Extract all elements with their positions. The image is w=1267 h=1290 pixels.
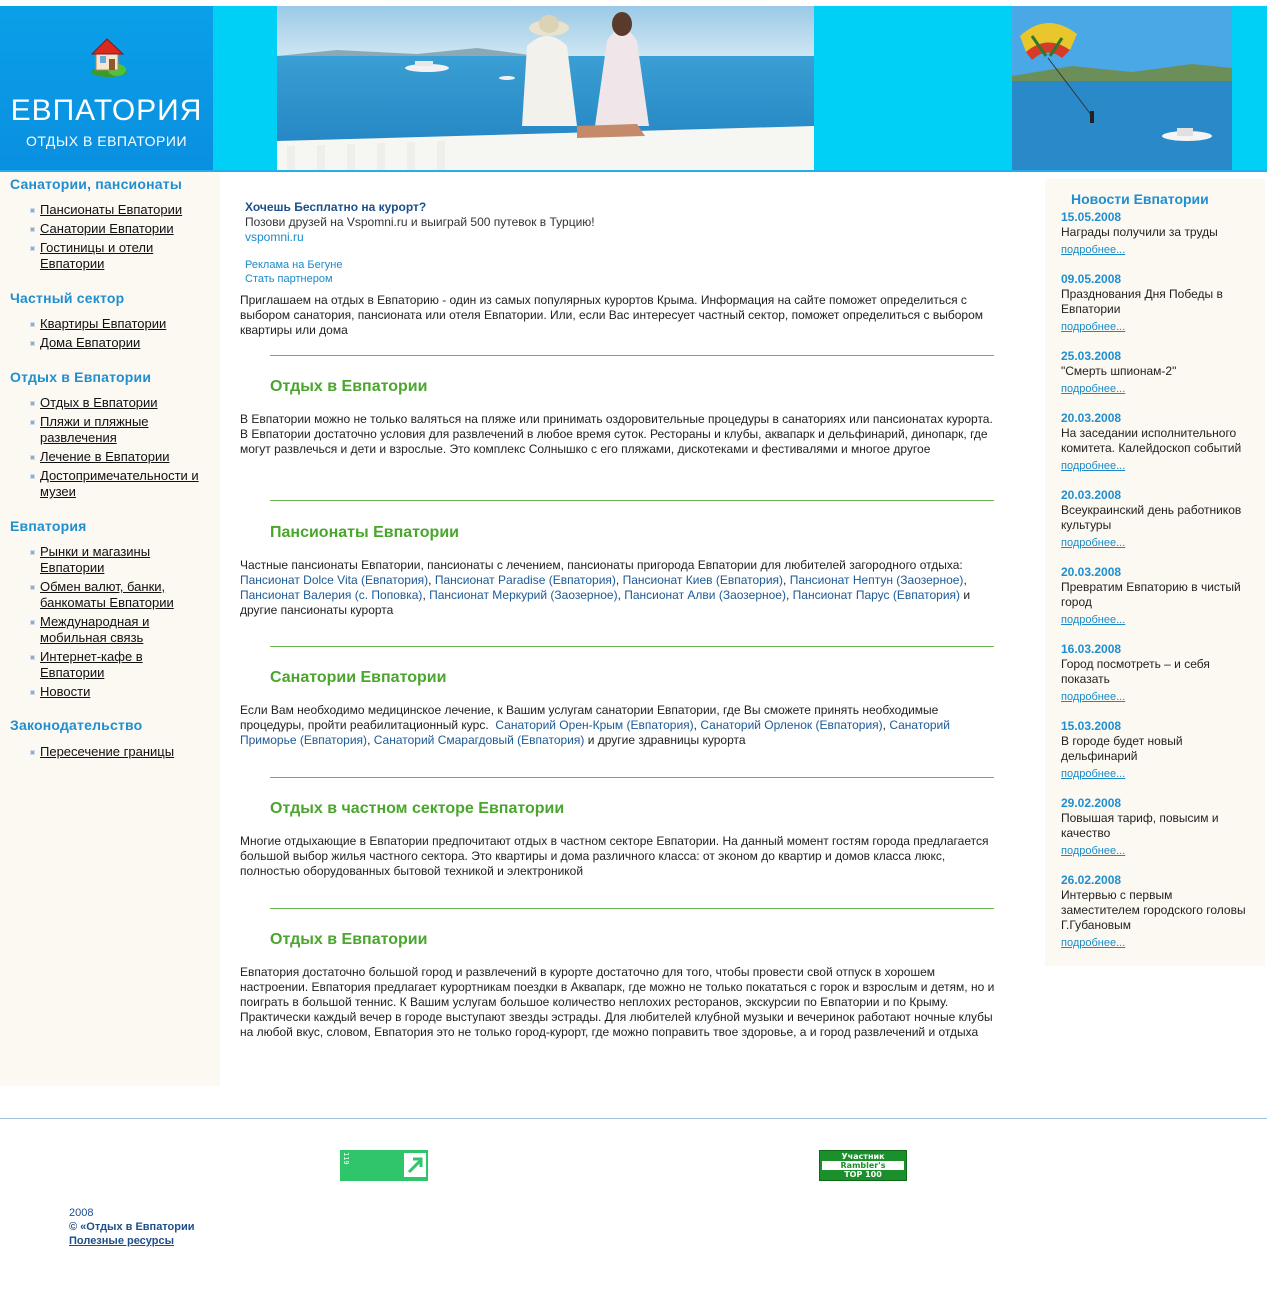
sidebar-item[interactable]: [30, 221, 200, 237]
news-item: [1061, 873, 1251, 951]
news-text: "Смерть шпионам-2": [1061, 364, 1177, 378]
news-more-link[interactable]: подробнее...: [1061, 937, 1126, 949]
sidebar-item[interactable]: [30, 335, 200, 351]
sidebar-item[interactable]: [30, 395, 200, 411]
liveinternet-counter[interactable]: [340, 1150, 428, 1181]
sidebar-heading-city[interactable]: Евпатория: [10, 518, 87, 534]
logo-subtitle: ОТДЫХ В ЕВПАТОРИИ: [25, 133, 188, 149]
sidebar-link[interactable]: Пересечение границы: [40, 744, 175, 759]
sidebar-item[interactable]: [30, 468, 200, 500]
section-title: Отдых в частном секторе Евпатории: [270, 800, 565, 817]
pension-link[interactable]: Пансионат Парус (Евпатория): [792, 588, 961, 602]
pension-link[interactable]: Пансионат Нептун (Заозерное): [789, 573, 964, 587]
news-date: 20.03.2008: [1061, 411, 1122, 425]
pension-link[interactable]: Пансионат Алви (Заозерное): [624, 588, 786, 602]
news-date: 29.02.2008: [1061, 796, 1122, 810]
rambler-line2: Rambler's: [822, 1161, 904, 1170]
section-text-tail: и другие здравницы курорта: [587, 733, 746, 747]
site-header: [0, 6, 1267, 172]
section-text: Если Вам необходимо медицинское лечение, к Вашим услугам санатории Евпатории, где Вы сможете принять необходимые процедуры, пройти реабилитационный курс. Санаторий Орен-Крым (Евпатория), Санаторий Орленок (Евпатория), Санаторий Приморье (Евпатория), Санаторий Смарагдовый (Евпатория) и другие здравницы курорта: [240, 703, 950, 747]
news-text: Награды получили за труды: [1061, 225, 1218, 239]
news-item: [1061, 796, 1251, 859]
news-date: 15.05.2008: [1061, 210, 1122, 224]
news-date: 16.03.2008: [1061, 642, 1122, 656]
sidebar-list-law: [30, 744, 200, 763]
ad-title[interactable]: Хочешь Бесплатно на курорт?: [245, 200, 427, 214]
sidebar-heading-private[interactable]: Частный сектор: [10, 290, 125, 306]
section-text: Частные пансионаты Евпатории, пансионаты с лечением, пансионаты пригорода Евпатории для любителей загородного отдыха: Пансионат Dolce Vita (Евпатория), Пансионат Paradise (Евпатория), Пансионат Киев (Евпатория), Пансионат Нептун (Заозерное), Пансионат Валерия (с. Поповка), Пансионат Меркурий (Заозерное), Пансионат Алви (Заозерное), Пансионат Парус (Евпатория) и другие пансионаты курорта: [240, 558, 971, 617]
pension-link[interactable]: Пансионат Paradise (Евпатория): [434, 573, 616, 587]
sidebar-list-city: [30, 544, 200, 703]
section-divider: [270, 908, 994, 909]
news-more-link[interactable]: подробнее...: [1061, 537, 1126, 549]
sidebar-link[interactable]: Санатории Евпатории: [40, 221, 174, 236]
news-date: 26.02.2008: [1061, 873, 1122, 887]
news-text: Повышая тариф, повысим и качество: [1061, 811, 1219, 840]
sidebar-item[interactable]: [30, 649, 200, 681]
news-text: На заседании исполнительного комитета. Калейдоскоп событий: [1061, 426, 1242, 455]
sidebar-menu: [0, 172, 220, 1086]
sidebar-link[interactable]: Пляжи и пляжные развлечения: [40, 414, 149, 445]
pension-link[interactable]: Пансионат Dolce Vita (Евпатория): [240, 573, 429, 587]
sidebar-link[interactable]: Обмен валют, банки, банкоматы Евпатории: [40, 579, 174, 610]
sidebar-link[interactable]: Квартиры Евпатории: [40, 316, 167, 331]
sidebar-item[interactable]: [30, 544, 200, 576]
sanatorium-link[interactable]: Санаторий Орленок (Евпатория): [700, 718, 883, 732]
pension-link[interactable]: Пансионат Меркурий (Заозерное): [429, 588, 618, 602]
news-date: 20.03.2008: [1061, 488, 1122, 502]
news-item: [1061, 488, 1251, 551]
section-divider: [270, 777, 994, 778]
footer-resources-link[interactable]: Полезные ресурсы: [69, 1235, 175, 1247]
news-item: [1061, 210, 1251, 258]
news-text: Всеукраинский день работников культуры: [1061, 503, 1242, 532]
sidebar-link[interactable]: Рынки и магазины Евпатории: [40, 544, 151, 575]
sidebar-link[interactable]: Международная и мобильная связь: [40, 614, 150, 645]
sidebar-item[interactable]: [30, 202, 200, 218]
sanatorium-link[interactable]: Санаторий Орен-Крым (Евпатория): [495, 718, 694, 732]
section-divider: [270, 646, 994, 647]
footer-copyright: © «Отдых в Евпатории: [69, 1221, 195, 1233]
section-title: Санатории Евпатории: [270, 669, 447, 686]
section-divider: [270, 355, 994, 356]
sidebar-list-sanatoriums: [30, 202, 200, 275]
news-heading[interactable]: Новости Евпатории: [1071, 191, 1209, 207]
arrow-icon: [404, 1153, 426, 1177]
ad-text: Позови друзей на Vspomni.ru и выиграй 500 путевок в Турцию!: [245, 215, 595, 229]
section-text: Евпатория достаточно большой город и развлечений в курорте достаточно для того, чтобы провести свой отпуск в хорошем настроении. Евпатория предлагает курортникам поездки в Аквапарк, где можно не только покататься с горок и взрослым и детям, но и поиграть в большой теннис. К Вашим услугам большое количество неплохих ресторанов, экскурсии по Евпатории и по Крыму. Практически каждый вечер в городе выступают звезды эстрады. Для любителей клубной музыки и вечеринок работают ночные клубы на любой вкус, словом, Евпатория это не только город-курорт, где можно поправить твое здоровье, а и город развлечений и отдыха: [240, 965, 995, 1039]
sidebar-list-rest: [30, 395, 200, 503]
news-more-link[interactable]: подробнее...: [1061, 321, 1126, 333]
rambler-line1: Участник: [841, 1152, 885, 1161]
news-item: [1061, 349, 1251, 397]
pension-link[interactable]: Пансионат Киев (Евпатория): [622, 573, 784, 587]
news-more-link[interactable]: подробнее...: [1061, 768, 1126, 780]
section-text-lead: Если Вам необходимо медицинское лечение, к Вашим услугам санатории Евпатории, где Вы сможете принять необходимые процедуры, пройти реабилитационный курс.: [240, 703, 939, 732]
site-logo[interactable]: [0, 6, 213, 172]
sidebar-item[interactable]: [30, 316, 200, 332]
sidebar-link[interactable]: Пансионаты Евпатории: [40, 202, 183, 217]
news-more-link[interactable]: подробнее...: [1061, 614, 1126, 626]
ad-link[interactable]: vspomni.ru: [245, 230, 304, 244]
logo-title: ЕВПАТОРИЯ: [10, 94, 203, 127]
news-more-link[interactable]: подробнее...: [1061, 460, 1126, 472]
sidebar-item[interactable]: [30, 614, 200, 646]
header-photo-parasail: [1012, 6, 1232, 170]
section-title: Отдых в Евпатории: [270, 931, 428, 948]
sidebar-heading-sanatoriums[interactable]: Санатории, пансионаты: [10, 176, 182, 192]
intro-text: Приглашаем на отдых в Евпаторию - один из самых популярных курортов Крыма. Информация на сайте поможет определиться с выбором санатория, пансионата или отеля Евпатории. Или, если Вас интересует частный сектор, поможет определиться с выбором квартиры или дома: [240, 293, 983, 337]
ad-begun-link[interactable]: Реклама на Бегуне: [245, 259, 343, 271]
section-text: Многие отдыхающие в Евпатории предпочитают отдых в частном секторе Евпатории. На данный момент гостям города предлагается большой выбор жилья частного сектора. Это квартиры и дома различного класса: от эконом до квартир и домов класса люкс, полностью оборудованных бытовой техникой и электроникой: [240, 834, 989, 878]
sidebar-heading-law[interactable]: Законодательство: [10, 717, 143, 733]
section-title: Отдых в Евпатории: [270, 378, 428, 395]
sidebar-link[interactable]: Гостиницы и отели Евпатории: [40, 240, 154, 271]
footer-divider: [0, 1118, 1267, 1119]
news-item: [1061, 565, 1251, 628]
sidebar-link[interactable]: Достопримечательности и музеи: [40, 468, 199, 499]
news-date: 09.05.2008: [1061, 272, 1122, 286]
news-item: [1061, 411, 1251, 474]
news-sidebar: [1045, 179, 1265, 966]
news-more-link[interactable]: подробнее...: [1061, 691, 1126, 703]
news-text: Превратим Евпаторию в чистый город: [1061, 580, 1241, 609]
house-icon: [87, 34, 131, 78]
rambler-line3: TOP 100: [844, 1170, 882, 1179]
sidebar-item[interactable]: [30, 744, 200, 760]
rambler-top100-counter[interactable]: [819, 1150, 907, 1181]
news-date: 20.03.2008: [1061, 565, 1122, 579]
section-text-lead: Частные пансионаты Евпатории, пансионаты с лечением, пансионаты пригорода Евпатории для любителей загородного отдыха:: [240, 558, 963, 572]
sidebar-list-private: [30, 316, 200, 354]
news-text: Город посмотреть – и себя показать: [1061, 657, 1210, 686]
news-more-link[interactable]: подробнее...: [1061, 845, 1126, 857]
news-date: 25.03.2008: [1061, 349, 1122, 363]
sidebar-link[interactable]: Отдых в Евпатории: [40, 395, 158, 410]
sidebar-item[interactable]: [30, 684, 200, 700]
header-strip: [1232, 6, 1267, 172]
counter-value: 119: [342, 1152, 350, 1165]
footer-year: 2008: [69, 1207, 94, 1219]
news-more-link[interactable]: подробнее...: [1061, 383, 1126, 395]
news-more-link[interactable]: подробнее...: [1061, 244, 1126, 256]
sidebar-link[interactable]: Новости: [40, 684, 91, 699]
section-divider: [270, 500, 994, 501]
news-text: Празднования Дня Победы в Евпатории: [1061, 287, 1223, 316]
header-photo-couple: [277, 6, 814, 170]
sidebar-link[interactable]: Лечение в Евпатории: [40, 449, 170, 464]
news-date: 15.03.2008: [1061, 719, 1122, 733]
news-item: [1061, 719, 1251, 782]
ad-partner-link[interactable]: Стать партнером: [245, 273, 333, 285]
news-item: [1061, 272, 1251, 335]
sanatorium-link[interactable]: Санаторий Приморье (Евпатория): [240, 718, 950, 747]
news-text: В городе будет новый дельфинарий: [1061, 734, 1183, 763]
pension-link[interactable]: Пансионат Валерия (с. Поповка): [240, 588, 423, 602]
sidebar-link[interactable]: Интернет-кафе в Евпатории: [40, 649, 143, 680]
sanatorium-link[interactable]: Санаторий Смарагдовый (Евпатория): [373, 733, 585, 747]
sidebar-item[interactable]: [30, 449, 200, 465]
section-text-tail: и другие пансионаты курорта: [240, 588, 971, 617]
section-text: В Евпатории можно не только валяться на пляже или принимать оздоровительные процедуры в санаториях или пансионатах курорта. В Евпатории достаточно условия для развлечений в любое время суток. Рестораны и клубы, аквапарк и дельфинарий, динопарк, где могут развлечься и дети и взрослые. Это комплекс Солнышко с его пляжами, дискотеками и фестивалями и многое другое: [240, 412, 993, 456]
sidebar-item[interactable]: [30, 414, 200, 446]
sidebar-item[interactable]: [30, 579, 200, 611]
sidebar-item[interactable]: [30, 240, 200, 272]
sidebar-link[interactable]: Дома Евпатории: [40, 335, 141, 350]
sidebar-heading-rest[interactable]: Отдых в Евпатории: [10, 369, 152, 385]
news-item: [1061, 642, 1251, 705]
news-text: Интервью с первым заместителем городского головы Г.Губановым: [1061, 888, 1246, 932]
section-title: Пансионаты Евпатории: [270, 524, 459, 541]
